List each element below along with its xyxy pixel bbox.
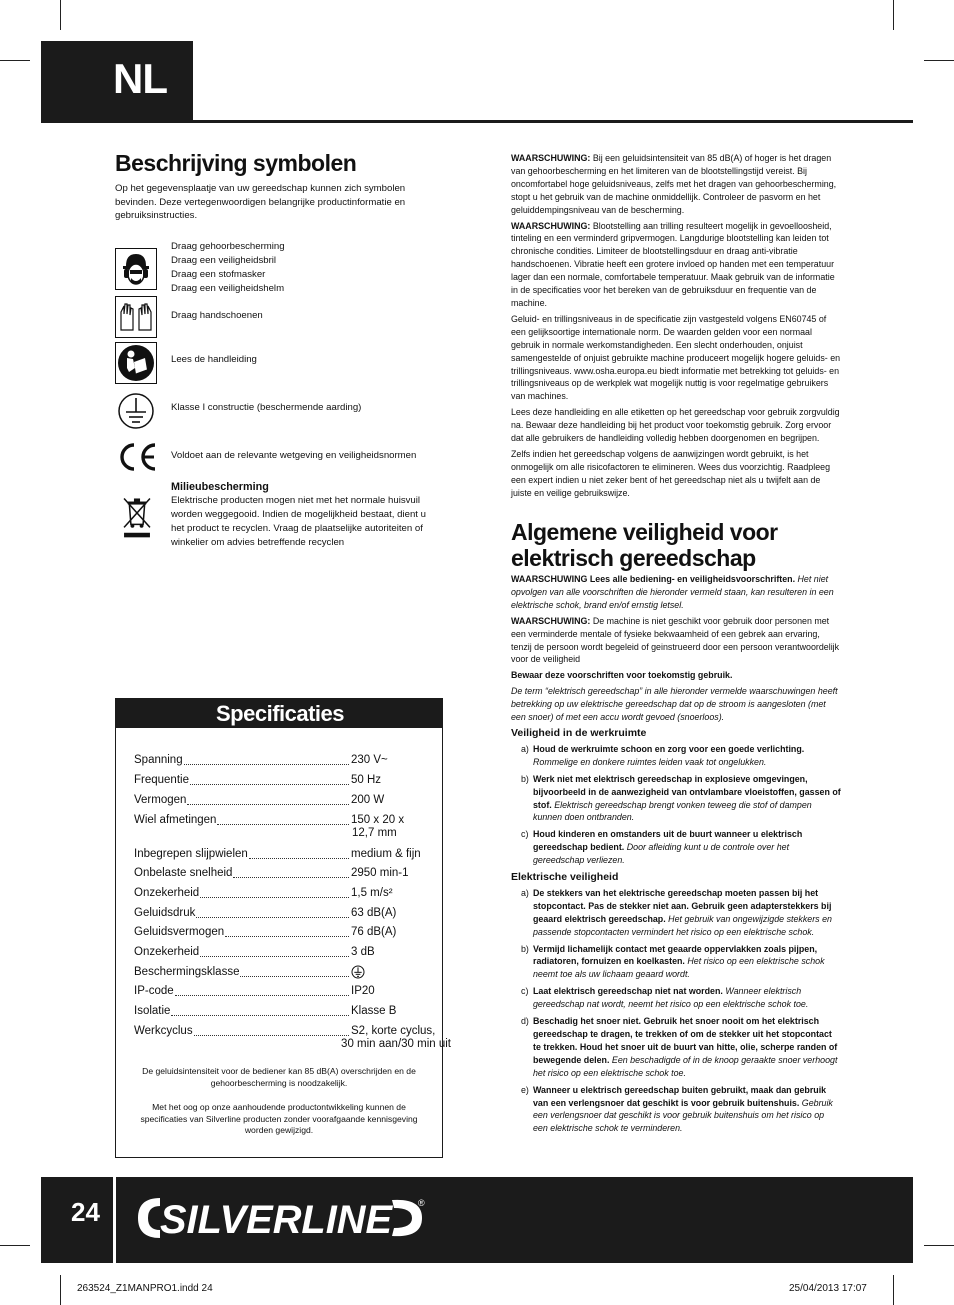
header-rule <box>41 120 913 123</box>
environment-title: Milieubescherming <box>171 481 269 493</box>
spec-value: Klasse B <box>351 1005 397 1017</box>
environment-text <box>171 480 426 550</box>
symbols-intro: Op het gegevensplaatje van uw gereedschap kunnen zich symbolen bevinden. Deze vertegenwoordigen belangrijke productinformatie en gebruiksinstructies. <box>115 183 406 221</box>
spec-leader-dots <box>196 906 349 918</box>
spec-label: IP-code <box>134 985 174 997</box>
spec-value: 63 dB(A) <box>351 907 397 919</box>
page-number: 24 <box>71 1197 100 1227</box>
brand-name: SILVERLINE <box>160 1198 394 1242</box>
electrical-safety-title: Elektrische veiligheid <box>511 871 619 884</box>
list-item-bold: De stekkers van het elektrische gereedschap moeten passen bij het stopcontact. Pas de stekker niet aan. Gebruik geen adapterstekkers bij geaard elektrisch gereedschap. <box>533 887 832 924</box>
read-manual-icon <box>115 342 157 384</box>
general-warning-capability: WAARSCHUWING: De machine is niet geschikt voor gebruik door personen met een verminderde mentale of fysieke bekwaamheid of een gebrek aan ervaring, tenzij de persoon wordt begeleid of geinstrueerd door een persoon verantwoordelijk voor de veiligheid <box>511 615 840 665</box>
list-item <box>511 773 841 825</box>
spec-label: Isolatie <box>134 1005 171 1017</box>
list-marker: b) <box>521 773 529 784</box>
list-item-bold: Laat elektrisch gereedschap niet nat worden. <box>533 986 723 997</box>
list-item-bold: Wanneer u elektrisch gereedschap buiten gebruikt, maak dan gebruik van een verlengsnoer dat geschikt is voor gebruik buitenshuis. <box>533 1084 827 1108</box>
list-item-bold: Beschadig het snoer niet. Gebruik het snoer nooit om het elektrisch gereedschap te dragen, te trekken of om de stekker uit het stopcontact te trekken. Houd het snoer uit de buurt van hitte, olie, scherpe randen of bewegende delen. <box>533 1016 838 1065</box>
spec-leader-dots <box>190 773 349 785</box>
paragraph-read-manual: Lees deze handleiding en alle etiketten op het gereedschap voor gebruik zorgvuldig na. Bewaar deze handleiding bij het product voor toekomstig gebruik. Zorg ervoor dat alle gebruikers de handleiding volledig hebben doorgenomen en begrijpen. <box>511 407 840 444</box>
general-safety-title: Algemene veiligheid voor elektrisch gereedschap <box>511 519 778 571</box>
spec-value: 2950 min-1 <box>351 867 409 879</box>
spec-label: Spanning <box>134 754 183 766</box>
paragraph-residual-risk: Zelfs indien het gereedschap volgens de aanwijzingen wordt gebruikt, is het onmogelijk om alle risicofactoren te elimineren. Wees dus voorzichtig. Raadpleeg een expert indien u niet zeker bent of het gereedschap niet als u twijfelt aan de juiste en veilige gebruikswijze. <box>511 448 831 498</box>
spec-label: Onzekerheid <box>134 946 200 958</box>
spec-leader-dots <box>194 1024 349 1036</box>
spec-value: 230 V~ <box>351 754 388 766</box>
list-item-italic: Rommelige en donkere ruimtes leiden vaak tot ongelukken. <box>533 756 767 767</box>
specifications-title: Specificaties <box>216 701 345 726</box>
environment-line: winkelier om advies betreffende recyclen <box>171 537 345 548</box>
list-marker: b) <box>521 943 529 954</box>
environment-line: het product te recyclen. Vraag de plaatselijke autoriteiten of <box>171 523 423 534</box>
electrical-safety-list <box>511 887 841 1135</box>
list-item <box>511 1084 841 1136</box>
spec-value: IP20 <box>351 985 375 997</box>
list-marker: d) <box>521 1016 529 1027</box>
paragraph-levels: Geluid- en trillingsniveaus in de specificatie zijn vastgesteld volgens EN60745 of een gelijksoortige internationale norm. De waarden gelden voor een normaal gebruik in normale werkomstandigheden. Een slecht onderhouden, onjuist samengestelde of onjuist gebruikte machine produceert mogelijk hogere geluids- en trillingsniveaus. www.osha.europa.eu biedt informatie met betrekking tot geluids- en trillingsniveaus op de werkplek wat mogelijk nuttig is voor regelmatige gebruikers van machines. <box>511 313 841 402</box>
spec-label: Inbegrepen slijpwielen <box>134 848 248 860</box>
list-marker: a) <box>521 887 529 898</box>
environment-line: worden weggegooid. Indien de mogelijkheid bestaat, dient u <box>171 509 426 520</box>
symbol-line: Draag gehoorbescherming <box>171 241 285 252</box>
language-tab <box>41 41 193 123</box>
list-marker: c) <box>521 829 529 840</box>
symbol-line: Draag handschoenen <box>171 310 263 321</box>
crop-mark <box>924 60 954 61</box>
list-item <box>511 985 841 1011</box>
spec-label: Onzekerheid <box>134 887 200 899</box>
spec-leader-dots <box>240 965 349 977</box>
spec-leader-dots <box>171 1004 349 1016</box>
spec-value: 150 x 20 x <box>351 814 405 826</box>
general-safety-column <box>511 573 841 1139</box>
crop-mark <box>60 1275 61 1305</box>
earth-ground-icon <box>351 965 365 979</box>
list-item <box>511 887 841 939</box>
list-item-italic: Wanneer elektrisch gereedschap nat wordt, neemt het risico op een elektrische schok toe. <box>533 986 809 1010</box>
warnings-column <box>511 152 841 503</box>
crop-mark <box>60 0 61 30</box>
list-item-italic: Het gebruik van ongewijzigde stekkers en passende stopcontacten vermindert het risico op een elektrische schok. <box>533 913 832 937</box>
list-item-bold: Werk niet met elektrisch gereedschap in explosieve omgevingen, bijvoorbeeld in de aanwezigheid van ontvlambare vloeistoffen, gassen of stof. <box>533 773 841 810</box>
symbol-line: Draag een stofmasker <box>171 269 266 280</box>
list-item-italic: Elektrisch gereedschap brengt vonken teweeg die stof of dampen kunnen doen ontbranden. <box>533 799 812 823</box>
crop-mark <box>0 60 30 61</box>
list-item <box>511 828 841 867</box>
spec-label: Vermogen <box>134 794 187 806</box>
spec-leader-dots <box>187 793 349 805</box>
spec-value: 200 W <box>351 794 385 806</box>
spec-leader-dots <box>200 945 349 957</box>
spec-leader-dots <box>217 813 349 825</box>
spec-label: Geluidsvermogen <box>134 926 225 938</box>
earth-ground-icon <box>115 390 157 432</box>
list-marker: e) <box>521 1084 529 1095</box>
spec-note-disclaimer: Met het oog op onze aanhoudende productontwikkeling kunnen de specificaties van Silverline producten zonder voorafgaande kennisgeving worden gewijzigd. <box>140 1102 418 1135</box>
list-marker: a) <box>521 743 529 754</box>
list-item-bold: Vermijd lichamelijk contact met geaarde oppervlakken zoals pijpen, radiatoren, fornuizen en koelkasten. <box>533 943 818 967</box>
work-area-list <box>511 743 841 867</box>
spec-label: Wiel afmetingen <box>134 814 217 826</box>
keep-instructions: Bewaar deze voorschriften voor toekomstig gebruik. <box>511 670 733 681</box>
symbol-line: Draag een veiligheidsbril <box>171 255 277 266</box>
list-item <box>511 1015 841 1080</box>
spec-leader-dots <box>225 925 349 937</box>
spec-leader-dots <box>175 984 349 996</box>
list-item-italic: Gebruik een verlengsnoer dat geschikt is voor gebruik buitenshuis om het risico op een elektrische schok te verminderen. <box>533 1097 833 1134</box>
list-item <box>511 943 841 982</box>
weee-bin-icon <box>121 490 153 542</box>
crop-mark <box>924 1245 954 1246</box>
spec-label: Beschermingsklasse <box>134 966 240 978</box>
list-item <box>511 743 841 769</box>
spec-label: Geluidsdruk <box>134 907 196 919</box>
crop-mark <box>893 0 894 30</box>
spec-label: Onbelaste snelheid <box>134 867 233 879</box>
list-item-italic: Het risico op een elektrische schok neemt toe als uw lichaam geaard wordt. <box>533 956 825 980</box>
page-number-block <box>41 1177 113 1263</box>
spec-value: 50 Hz <box>351 774 382 786</box>
silverline-logo <box>130 1190 430 1246</box>
spec-leader-dots <box>233 866 349 878</box>
crop-mark <box>893 1275 894 1305</box>
specifications-header <box>116 699 442 728</box>
spec-label: Werkcyclus <box>134 1025 193 1037</box>
spec-value: 1,5 m/s² <box>351 887 393 899</box>
spec-leader-dots <box>249 847 349 859</box>
spec-label: Frequentie <box>134 774 189 786</box>
spec-value-continued: 12,7 mm <box>352 827 397 839</box>
registered-mark: ® <box>418 1198 425 1208</box>
symbol-line: Voldoet aan de relevante wetgeving en veiligheidsnormen <box>171 450 417 461</box>
gloves-icon <box>115 296 157 338</box>
spec-value: medium & fijn <box>351 848 421 860</box>
spec-value: S2, korte cyclus, <box>351 1025 436 1037</box>
list-item-bold: Houd kinderen en omstanders uit de buurt wanneer u elektrisch gereedschap bedient. <box>533 829 803 853</box>
spec-value: 3 dB <box>351 946 375 958</box>
spec-value: 76 dB(A) <box>351 926 397 938</box>
crop-mark <box>0 1245 30 1246</box>
ce-mark-icon <box>115 436 157 478</box>
symbol-line: Draag een veiligheidshelm <box>171 283 285 294</box>
warning-vibration: WAARSCHUWING: Blootstelling aan trilling resulteert mogelijk in gevoelloosheid, tinteling en een verminderd gripvermogen. Langdurige blootstelling kan leiden tot chronische condities. Limiteer de blootstellingsduur en draag anti-vibratie handschoenen. Vibratie heeft een grotere invloed op handen met een temperatuur lager dan een normale, comfortabele temperatuur. Maak gebruik van de informatie in de specificaties voor het bereken van de gebruiksduur en frequentie van de machine. <box>511 220 835 308</box>
spec-leader-dots <box>184 753 349 765</box>
slug-file: 263524_Z1MANPRO1.indd 24 <box>77 1283 213 1294</box>
symbol-line: Klasse I constructie (beschermende aarding) <box>171 402 362 413</box>
footer-divider <box>113 1177 116 1263</box>
general-warning: WAARSCHUWING Lees alle bediening- en veiligheidsvoorschriften. Het niet opvolgen van alle voorschriften die hieronder vermeld staan, kan resulteren in een elektrische schok, brand en/of ernstig letsel. <box>511 574 834 610</box>
list-item-italic: Door afleiding kunt u de controle over het gereedschap verliezen. <box>533 842 790 866</box>
language-code: NL <box>113 55 167 102</box>
list-item-italic: Een beschadigde of in de knoop geraakte snoer verhoogt het risico op een elektrische schok toe. <box>533 1054 838 1078</box>
spec-leader-dots <box>200 886 349 898</box>
list-item-bold: Houd de werkruimte schoon en zorg voor een goede verlichting. <box>533 743 805 754</box>
warning-noise: WAARSCHUWING: Bij een geluidsintensiteit van 85 dB(A) of hoger is het dragen van gehoorbescherming en het limiteren van de blootstellingstijd vereist. Bij oncomfortabel hoge geluidsniveaus, zelfs met het dragen van gehoorbescherming, stopt u het gebruik van de machine onmiddellijk. Controleer de pasvorm en het geluiddempingsniveau van de bescherming. <box>511 153 837 215</box>
slug-date: 25/04/2013 17:07 <box>789 1283 867 1294</box>
specifications-box <box>115 698 451 1158</box>
list-marker: c) <box>521 986 529 997</box>
spec-value-continued: 30 min aan/30 min uit <box>341 1038 451 1050</box>
symbols-title: Beschrijving symbolen <box>115 150 357 176</box>
spec-note-noise: De geluidsintensiteit voor de bediener kan 85 dB(A) overschrijden en de gehoorbescherming is noodzakelijk. <box>142 1066 416 1088</box>
symbol-text-ppe <box>171 240 285 296</box>
environment-line: Elektrische producten mogen niet met het normale huisvuil <box>171 495 421 506</box>
term-definition: De term “elektrisch gereedschap” in alle hieronder vermelde waarschuwingen heeft betrekking op uw elektrische gereedschap dat op de stroom is aangesloten (met een snoer) of met een accu wordt gevoed (snoerloos). <box>511 686 838 723</box>
work-area-title: Veiligheid in de werkruimte <box>511 726 647 739</box>
symbol-line: Lees de handleiding <box>171 354 257 365</box>
ppe-head-icon <box>115 248 157 290</box>
spec-value <box>351 965 365 981</box>
